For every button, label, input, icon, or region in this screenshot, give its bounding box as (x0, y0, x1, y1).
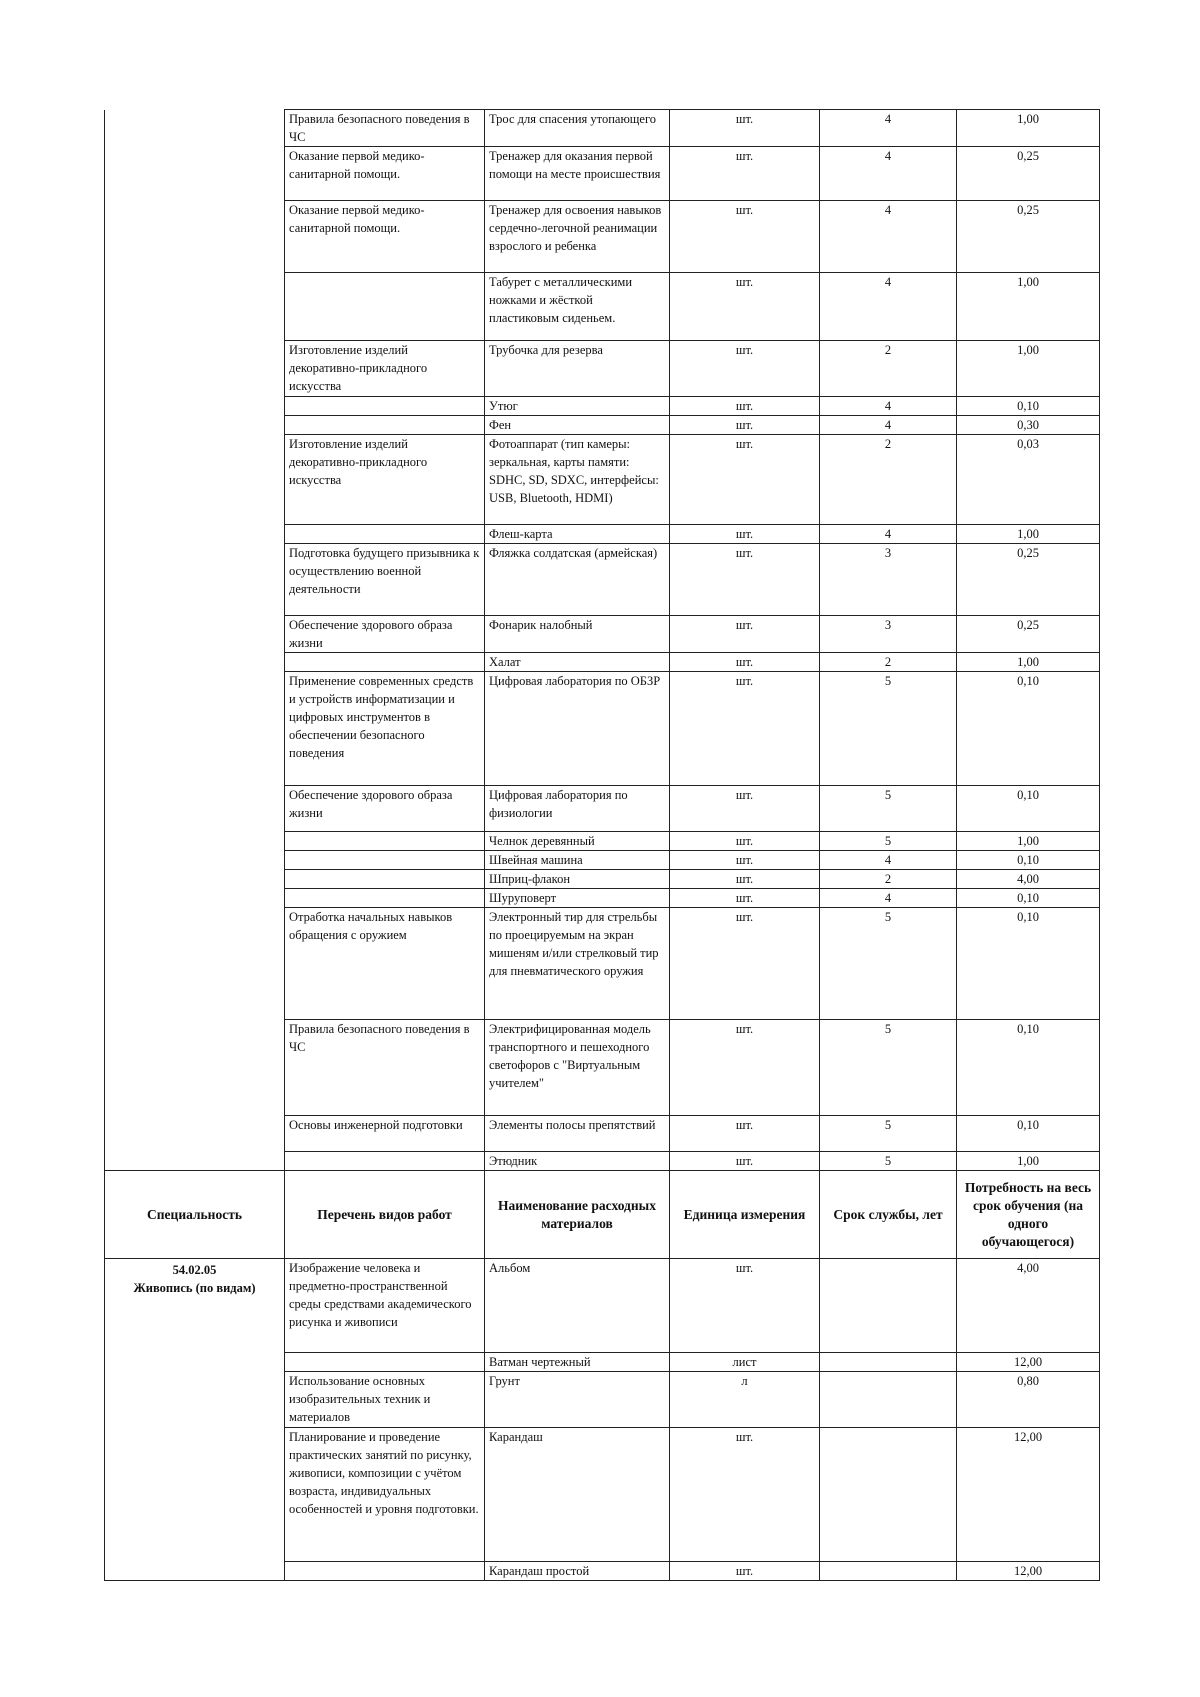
unit-cell: лист (670, 1353, 820, 1372)
work-type-cell (285, 889, 485, 908)
requirement-cell: 0,10 (957, 908, 1100, 1020)
work-type-cell: Изготовление изделий декоративно-прикладного искусства (285, 341, 485, 397)
work-type-cell: Правила безопасного поведения в ЧС (285, 1020, 485, 1116)
unit-cell: шт. (670, 525, 820, 544)
unit-cell: шт. (670, 653, 820, 672)
materials-table (104, 109, 1100, 1581)
requirement-cell: 12,00 (957, 1562, 1100, 1581)
specialty-cell (105, 544, 285, 616)
requirement-cell: 1,00 (957, 341, 1100, 397)
unit-cell: шт. (670, 1428, 820, 1562)
material-name-cell: Фен (485, 416, 670, 435)
specialty-cell (105, 147, 285, 201)
table-row (105, 1152, 1100, 1171)
unit-cell: шт. (670, 889, 820, 908)
table-body-continued (105, 110, 1100, 1171)
table-row (105, 1020, 1100, 1116)
table-header-row (105, 1171, 1100, 1259)
work-type-cell: Отработка начальных навыков обращения с оружием (285, 908, 485, 1020)
service-life-cell: 5 (820, 1116, 957, 1152)
specialty-cell (105, 1372, 285, 1428)
unit-cell: шт. (670, 870, 820, 889)
material-name-cell: Электронный тир для стрельбы по проецируемым на экран мишеням и/или стрелковый тир для пневматического оружия (485, 908, 670, 1020)
specialty-cell (105, 1259, 285, 1353)
service-life-cell: 3 (820, 544, 957, 616)
unit-cell: шт. (670, 1562, 820, 1581)
header-materials: Наименование расходных материалов (485, 1171, 670, 1259)
unit-cell: шт. (670, 1020, 820, 1116)
table-row (105, 341, 1100, 397)
table-row (105, 147, 1100, 201)
service-life-cell (820, 1428, 957, 1562)
specialty-cell (105, 1562, 285, 1581)
material-name-cell: Этюдник (485, 1152, 670, 1171)
material-name-cell: Элементы полосы препятствий (485, 1116, 670, 1152)
unit-cell: шт. (670, 1116, 820, 1152)
material-name-cell: Утюг (485, 397, 670, 416)
service-life-cell: 2 (820, 435, 957, 525)
service-life-cell: 5 (820, 832, 957, 851)
work-type-cell: Оказание первой медико-санитарной помощи. (285, 201, 485, 273)
service-life-cell (820, 1353, 957, 1372)
specialty-cell (105, 1428, 285, 1562)
service-life-cell: 4 (820, 416, 957, 435)
requirement-cell: 1,00 (957, 273, 1100, 341)
work-type-cell: Обеспечение здорового образа жизни (285, 786, 485, 832)
service-life-cell: 2 (820, 341, 957, 397)
table-row (105, 416, 1100, 435)
unit-cell: шт. (670, 786, 820, 832)
work-type-cell: Изображение человека и предметно-пространственной среды средствами академического рисунка и живописи (285, 1259, 485, 1353)
requirement-cell: 0,10 (957, 672, 1100, 786)
work-type-cell: Правила безопасного поведения в ЧС (285, 110, 485, 147)
service-life-cell: 5 (820, 672, 957, 786)
specialty-cell (105, 110, 285, 147)
material-name-cell: Фляжка солдатская (армейская) (485, 544, 670, 616)
table-row (105, 435, 1100, 525)
service-life-cell: 2 (820, 870, 957, 889)
requirement-cell: 1,00 (957, 110, 1100, 147)
material-name-cell: Фонарик налобный (485, 616, 670, 653)
material-name-cell: Тренажер для оказания первой помощи на месте происшествия (485, 147, 670, 201)
material-name-cell: Табурет с металлическими ножками и жёсткой пластиковым сиденьем. (485, 273, 670, 341)
work-type-cell: Основы инженерной подготовки (285, 1116, 485, 1152)
table-row (105, 201, 1100, 273)
work-type-cell: Подготовка будущего призывника к осуществлению военной деятельности (285, 544, 485, 616)
work-type-cell (285, 416, 485, 435)
work-type-cell (285, 273, 485, 341)
requirement-cell: 0,30 (957, 416, 1100, 435)
requirement-cell: 0,10 (957, 786, 1100, 832)
table-row (105, 1428, 1100, 1562)
specialty-cell (105, 908, 285, 1020)
specialty-cell (105, 672, 285, 786)
service-life-cell (820, 1562, 957, 1581)
unit-cell: шт. (670, 147, 820, 201)
unit-cell: шт. (670, 1259, 820, 1353)
service-life-cell: 4 (820, 889, 957, 908)
requirement-cell: 1,00 (957, 832, 1100, 851)
material-name-cell: Тренажер для освоения навыков сердечно-легочной реанимации взрослого и ребенка (485, 201, 670, 273)
specialty-cell (105, 273, 285, 341)
specialty-cell (105, 397, 285, 416)
material-name-cell: Флеш-карта (485, 525, 670, 544)
table-row (105, 616, 1100, 653)
material-name-cell: Ватман чертежный (485, 1353, 670, 1372)
table-row (105, 397, 1100, 416)
material-name-cell: Цифровая лаборатория по ОБЗР (485, 672, 670, 786)
header-need: Потребность на весь срок обучения (на одного обучающегося) (957, 1171, 1100, 1259)
specialty-cell (105, 786, 285, 832)
table-row (105, 525, 1100, 544)
service-life-cell (820, 1372, 957, 1428)
requirement-cell: 12,00 (957, 1428, 1100, 1562)
table-header-group (105, 1171, 1100, 1259)
unit-cell: шт. (670, 201, 820, 273)
service-life-cell: 4 (820, 397, 957, 416)
service-life-cell: 3 (820, 616, 957, 653)
work-type-cell (285, 525, 485, 544)
service-life-cell: 5 (820, 1020, 957, 1116)
material-name-cell: Шуруповерт (485, 889, 670, 908)
service-life-cell: 5 (820, 786, 957, 832)
material-name-cell: Цифровая лаборатория по физиологии (485, 786, 670, 832)
specialty-name: Живопись (по видам) (133, 1281, 256, 1295)
requirement-cell: 1,00 (957, 525, 1100, 544)
header-unit: Единица измерения (670, 1171, 820, 1259)
requirement-cell: 4,00 (957, 870, 1100, 889)
material-name-cell: Фотоаппарат (тип камеры: зеркальная, карты памяти: SDHC, SD, SDXC, интерфейсы: USB, Bluetooth, HDMI) (485, 435, 670, 525)
specialty-cell (105, 435, 285, 525)
requirement-cell: 0,10 (957, 851, 1100, 870)
table-row (105, 889, 1100, 908)
table-body-specialty (105, 1259, 1100, 1581)
material-name-cell: Челнок деревянный (485, 832, 670, 851)
specialty-cell (105, 851, 285, 870)
unit-cell: шт. (670, 397, 820, 416)
work-type-cell (285, 653, 485, 672)
specialty-cell (105, 1152, 285, 1171)
specialty-cell (105, 1020, 285, 1116)
service-life-cell: 4 (820, 851, 957, 870)
requirement-cell: 0,03 (957, 435, 1100, 525)
service-life-cell: 4 (820, 147, 957, 201)
requirement-cell: 0,25 (957, 544, 1100, 616)
work-type-cell: Оказание первой медико-санитарной помощи. (285, 147, 485, 201)
specialty-cell (105, 341, 285, 397)
specialty-cell (105, 201, 285, 273)
work-type-cell: Изготовление изделий декоративно-прикладного искусства (285, 435, 485, 525)
unit-cell: л (670, 1372, 820, 1428)
work-type-cell (285, 851, 485, 870)
requirement-cell: 0,80 (957, 1372, 1100, 1428)
specialty-cell (105, 616, 285, 653)
table-row (105, 851, 1100, 870)
material-name-cell: Карандаш (485, 1428, 670, 1562)
material-name-cell: Шприц-флакон (485, 870, 670, 889)
unit-cell: шт. (670, 1152, 820, 1171)
service-life-cell: 5 (820, 1152, 957, 1171)
table-row (105, 273, 1100, 341)
requirement-cell: 0,10 (957, 1116, 1100, 1152)
requirement-cell: 0,25 (957, 147, 1100, 201)
requirement-cell: 0,10 (957, 1020, 1100, 1116)
unit-cell: шт. (670, 341, 820, 397)
work-type-cell: Применение современных средств и устройств информатизации и цифровых инструментов в обеспечении безопасного поведения (285, 672, 485, 786)
material-name-cell: Швейная машина (485, 851, 670, 870)
work-type-cell (285, 1353, 485, 1372)
requirement-cell: 0,10 (957, 397, 1100, 416)
material-name-cell: Электрифицированная модель транспортного и пешеходного светофоров с "Виртуальным учителем" (485, 1020, 670, 1116)
service-life-cell (820, 1259, 957, 1353)
table-row (105, 1562, 1100, 1581)
table-row (105, 1372, 1100, 1428)
requirement-cell: 1,00 (957, 1152, 1100, 1171)
material-name-cell: Халат (485, 653, 670, 672)
service-life-cell: 2 (820, 653, 957, 672)
unit-cell: шт. (670, 672, 820, 786)
requirement-cell: 0,10 (957, 889, 1100, 908)
table-row (105, 1116, 1100, 1152)
table-row (105, 672, 1100, 786)
service-life-cell: 4 (820, 201, 957, 273)
table-row (105, 908, 1100, 1020)
service-life-cell: 4 (820, 525, 957, 544)
unit-cell: шт. (670, 273, 820, 341)
material-name-cell: Грунт (485, 1372, 670, 1428)
work-type-cell: Обеспечение здорового образа жизни (285, 616, 485, 653)
table-row (105, 110, 1100, 147)
material-name-cell: Карандаш простой (485, 1562, 670, 1581)
unit-cell: шт. (670, 544, 820, 616)
specialty-cell (105, 870, 285, 889)
table-row (105, 870, 1100, 889)
specialty-cell (105, 416, 285, 435)
requirement-cell: 4,00 (957, 1259, 1100, 1353)
material-name-cell: Трубочка для резерва (485, 341, 670, 397)
unit-cell: шт. (670, 435, 820, 525)
work-type-cell (285, 832, 485, 851)
requirement-cell: 0,25 (957, 201, 1100, 273)
table-row (105, 544, 1100, 616)
unit-cell: шт. (670, 908, 820, 1020)
table-row (105, 1259, 1100, 1353)
specialty-cell (105, 889, 285, 908)
header-works: Перечень видов работ (285, 1171, 485, 1259)
unit-cell: шт. (670, 416, 820, 435)
specialty-cell (105, 653, 285, 672)
specialty-cell (105, 1353, 285, 1372)
specialty-cell (105, 1116, 285, 1152)
unit-cell: шт. (670, 832, 820, 851)
requirement-cell: 0,25 (957, 616, 1100, 653)
work-type-cell (285, 1152, 485, 1171)
unit-cell: шт. (670, 110, 820, 147)
specialty-code: 54.02.05 (172, 1263, 217, 1277)
unit-cell: шт. (670, 616, 820, 653)
table-row (105, 786, 1100, 832)
header-specialty: Специальность (105, 1171, 285, 1259)
material-name-cell: Альбом (485, 1259, 670, 1353)
service-life-cell: 4 (820, 110, 957, 147)
service-life-cell: 4 (820, 273, 957, 341)
table-row (105, 832, 1100, 851)
work-type-cell (285, 870, 485, 889)
table-row (105, 1353, 1100, 1372)
specialty-cell (105, 525, 285, 544)
material-name-cell: Трос для спасения утопающего (485, 110, 670, 147)
work-type-cell (285, 397, 485, 416)
work-type-cell (285, 1562, 485, 1581)
service-life-cell: 5 (820, 908, 957, 1020)
header-life: Срок службы, лет (820, 1171, 957, 1259)
specialty-cell (105, 832, 285, 851)
unit-cell: шт. (670, 851, 820, 870)
work-type-cell: Планирование и проведение практических занятий по рисунку, живописи, композиции с учётом возраста, индивидуальных особенностей и уровня подготовки. (285, 1428, 485, 1562)
requirement-cell: 1,00 (957, 653, 1100, 672)
table-row (105, 653, 1100, 672)
work-type-cell: Использование основных изобразительных техник и материалов (285, 1372, 485, 1428)
requirement-cell: 12,00 (957, 1353, 1100, 1372)
